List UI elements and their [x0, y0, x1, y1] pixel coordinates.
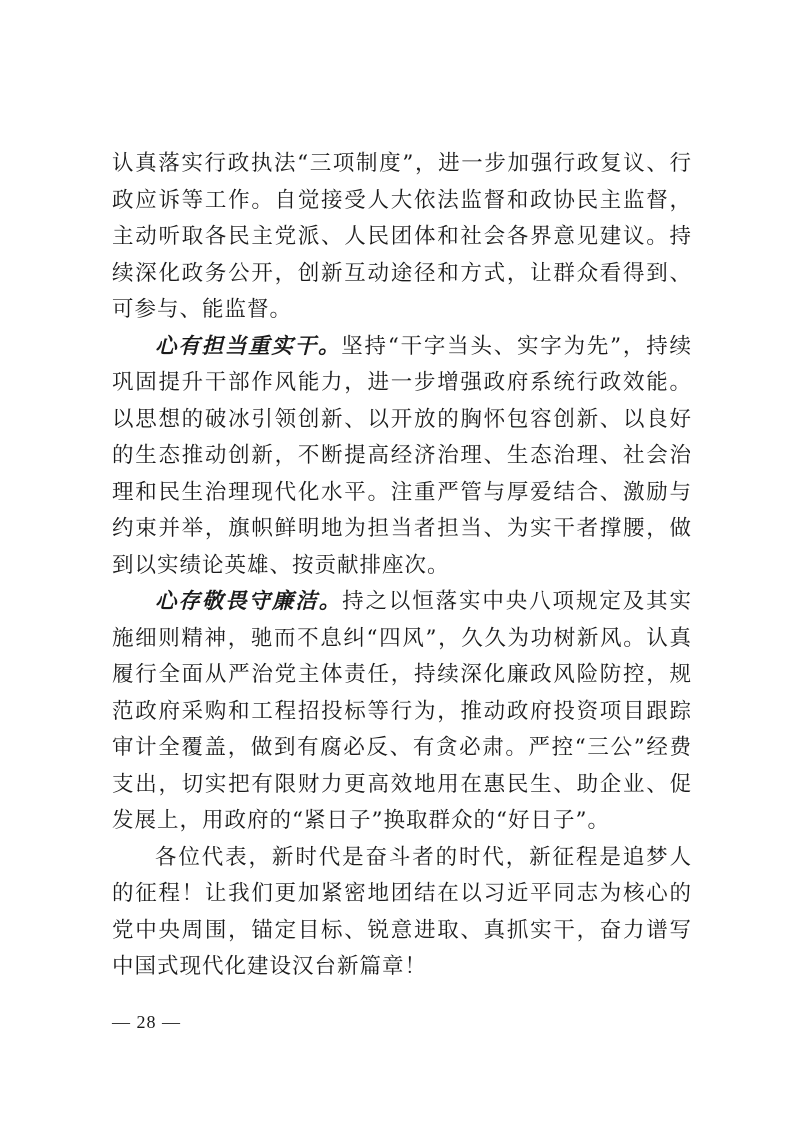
- paragraph-heading: 心存敬畏守廉洁。: [155, 589, 343, 614]
- page-number: — 28 —: [112, 1012, 181, 1032]
- paragraph-text: 认真落实行政执法“三项制度”，进一步加强行政复议、行政应诉等工作。自觉接受人大依法监督和政协民主监督，主动听取各民主党派、人民团体和社会各界意见建议。持续深化政务公开，创新互动途径和方式，让群众看得到、可参与、能监督。: [112, 151, 692, 322]
- paragraph-heading: 心有担当重实干。: [155, 333, 342, 359]
- paragraph-text: 坚持“干字当头、实字为先”，持续巩固提升干部作风能力，进一步增强政府系统行政效能。以思想的破冰引领创新、以开放的胸怀包容创新、以良好的生态推动创新，不断提高经济治理、生态治理、社会治理和民生治理现代化水平。注重严管与厚爱结合、激励与约束并举，旗帜鲜明地为担当者担当、为实干者撑腰，做到以实绩论英雄、按贡献排座次。: [112, 333, 692, 578]
- paragraph-responsibility: [112, 329, 692, 585]
- document-body: [112, 146, 692, 986]
- paragraph-closing: [112, 840, 692, 986]
- paragraph-text: 各位代表，新时代是奋斗者的时代，新征程是追梦人的征程！让我们更加紧密地团结在以习近平同志为核心的党中央周围，锚定目标、锐意进取、真抓实干，奋力谱写中国式现代化建设汉台新篇章！: [112, 844, 692, 979]
- paragraph-rule-of-law: [112, 146, 692, 329]
- paragraph-text: 持之以恒落实中央八项规定及其实施细则精神，驰而不息纠“四风”，久久为功树新风。认真履行全面从严治党主体责任，持续深化廉政风险防控，规范政府采购和工程招投标等行为，推动政府投资项目跟踪审计全覆盖，做到有腐必反、有贪必肃。严控“三公”经费支出，切实把有限财力更高效地用在惠民生、助企业、促发展上，用政府的“紧日子”换取群众的“好日子”。: [112, 589, 692, 833]
- paragraph-integrity: [112, 584, 692, 840]
